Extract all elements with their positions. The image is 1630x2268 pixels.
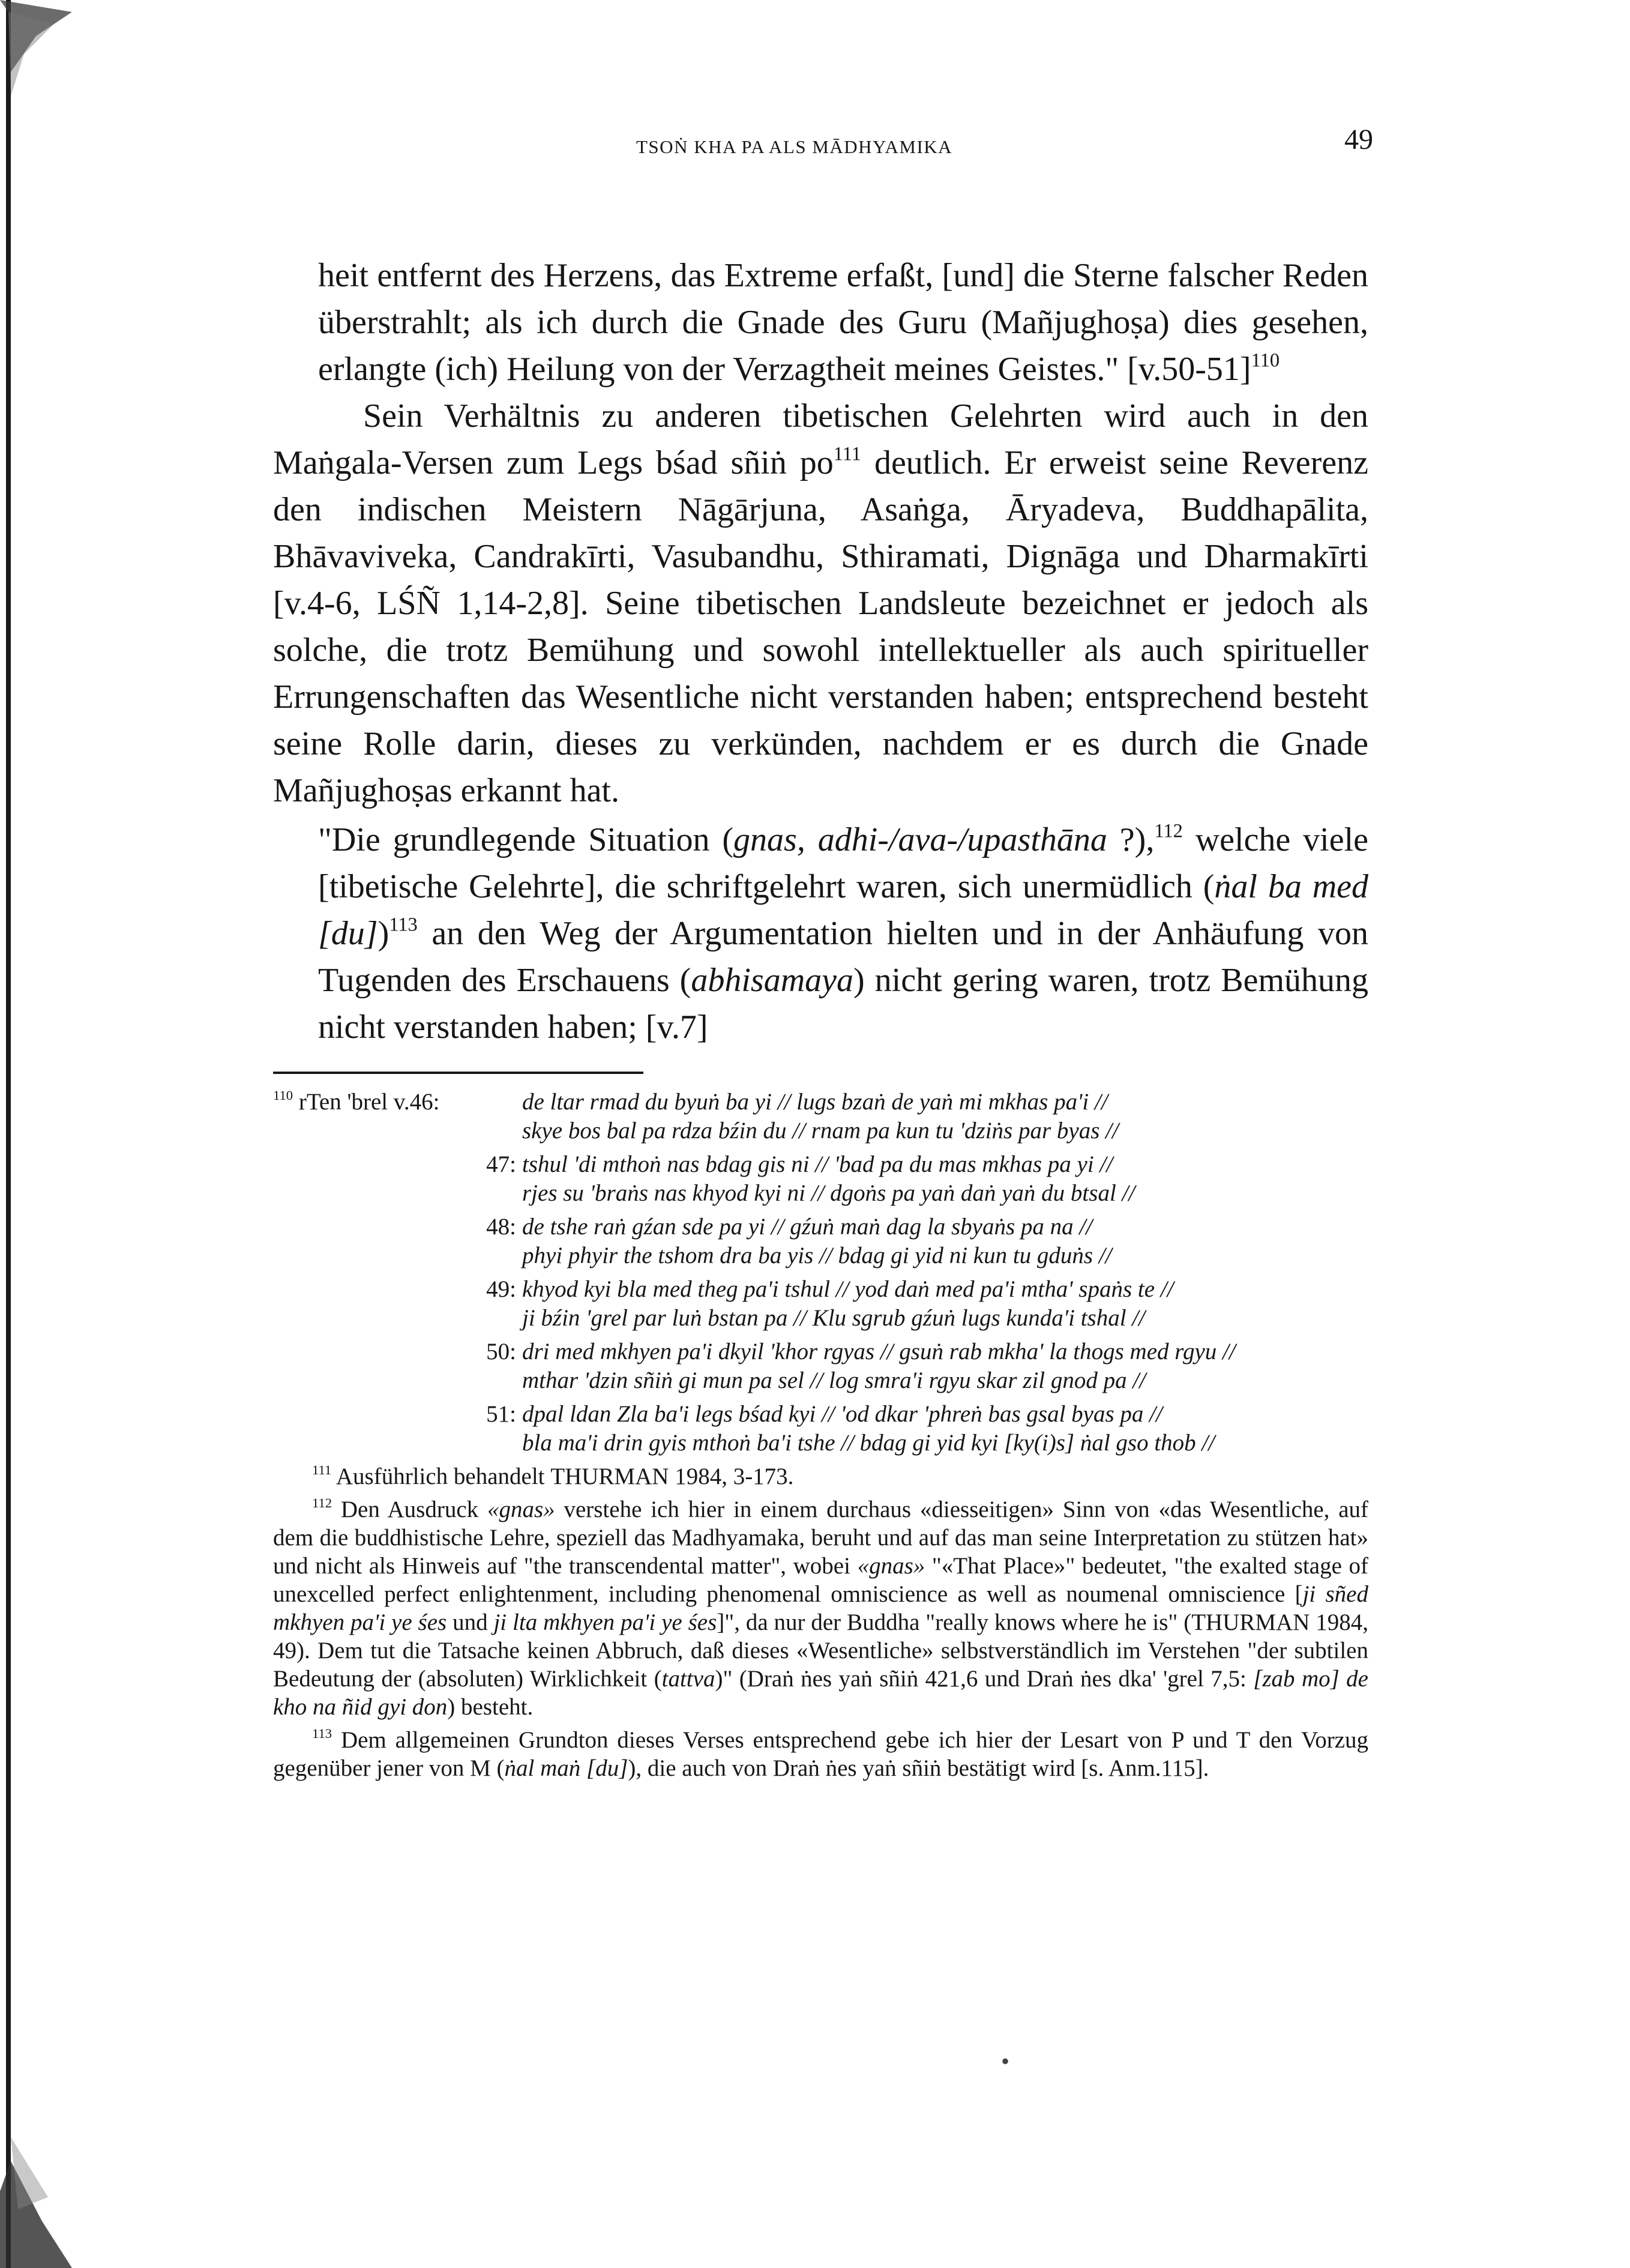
- verse-line: khyod kyi bla med theg pa'i tshul // yod daṅ med pa'i mtha' spaṅs te //: [522, 1276, 1174, 1302]
- verse-line: skye bos bal pa rdza bźin du // rnam pa kun tu 'dziṅs par byas //: [522, 1118, 1119, 1144]
- paragraph-quote-v7: "Die grundlegende Situation (gnas, adhi-/ava-/upasthāna ?),$^{112}$ welche viele [tibetische Gelehrte], die schriftgelehrt waren, sich unermüdlich (ṅal ba med [du])$^{113}$ an den Weg der Argumentation hielten und in der Anhäufung von Tugenden des Erschauens (abhisamaya) nicht gering waren, trotz Bemühung nicht verstanden haben; [v.7]: [318, 820, 1369, 1046]
- footnote-110-label: rTen 'brel v.46:: [298, 1089, 440, 1115]
- verse-number: 50:: [486, 1339, 516, 1365]
- footnote-number: 111: [312, 1462, 332, 1478]
- verse-line: de tshe raṅ gźan sde pa yi // gźuṅ maṅ dag la sbyaṅs pa na //: [522, 1214, 1093, 1240]
- footnote-ref-112: 112: [1154, 820, 1183, 842]
- footnote-ref-113: 113: [389, 914, 418, 936]
- footnote-number: 112: [312, 1495, 332, 1511]
- footnote-111: $^{111}$ Ausführlich behandelt THURMAN 1984, 3-173.: [312, 1462, 794, 1489]
- footnotes: [273, 1085, 1368, 1787]
- footnote-110-verse-48: [273, 1213, 1368, 1270]
- verse-line: dri med mkhyen pa'i dkyil 'khor rgyas // gsuṅ rab mkha' la thogs med rgyu //: [522, 1339, 1236, 1365]
- main-text: [273, 252, 1368, 1051]
- footnote-110-verse-47: [273, 1150, 1368, 1208]
- footnote-number: 113: [312, 1726, 332, 1742]
- verse-line: ji bźin 'grel par luṅ bstan pa // Klu sgrub gźuṅ lugs kunda'i tshal //: [522, 1305, 1145, 1331]
- footnote-110-verse-46: [273, 1088, 1368, 1145]
- footnote-113: $^{113}$ Dem allgemeinen Grundton dieses Verses entsprechend gebe ich hier der Lesart von P und T den Vorzug gegenüber jener von M (ṅal maṅ [du]), die auch von Draṅ ṅes yaṅ sñiṅ bestätigt wird [s. Anm.115].: [273, 1726, 1368, 1781]
- footnote-ref-111: 111: [833, 443, 862, 465]
- verse-line: phyi phyir the tshom dra ba yis // bdag gi yid ni kun tu gduṅs //: [522, 1243, 1112, 1268]
- footnote-divider: [273, 1072, 643, 1074]
- footnote-112: $^{112}$ Den Ausdruck «gnas» verstehe ich hier in einem durchaus «diesseitigen» Sinn von «das Wesentliche, auf dem die buddhistische Lehre, speziell das Madhyamaka, beruht und auf das man seine Interpretation zu stützen hat» und nicht als Hinweis auf "the transcendental matter", wobei «gnas» "«That Place»" bedeutet, "the exalted stage of unexcelled perfect enlightenment, including phenomenal omniscience as well as noumenal omniscience [ji sñed mkhyen pa'i ye śes und ji lta mkhyen pa'i ye śes]", da nur der Buddha "really knows where he is" (THURMAN 1984, 49). Dem tut die Tatsache keinen Abbruch, daß dieses «Wesentliche» selbstverständlich im Verstehen "der subtilen Bedeutung der (absoluten) Wirklichkeit (tattva)" (Draṅ ṅes yaṅ sñiṅ 421,6 und Draṅ ṅes dka' 'grel 7,5: [zab mo] de kho na ñid gyi don) besteht.: [273, 1495, 1369, 1720]
- stray-dot-mark: •: [1001, 2048, 1010, 2075]
- page-number: 49: [1344, 124, 1373, 155]
- binding-shadow: [0, 0, 72, 2268]
- verse-line: de ltar rmad du byuṅ ba yi // lugs bzaṅ de yaṅ mi mkhas pa'i //: [522, 1089, 1108, 1115]
- verse-line: rjes su 'braṅs nas khyod kyi ni // dgoṅs pa yaṅ daṅ yaṅ du btsal //: [522, 1180, 1135, 1206]
- verse-line: dpal ldan Zla ba'i legs bśad kyi // 'od dkar 'phreṅ bas gsal byas pa //: [522, 1401, 1162, 1427]
- verse-number: 48:: [486, 1214, 516, 1240]
- footnote-number: 110: [273, 1088, 293, 1103]
- verse-line: tshul 'di mthoṅ nas bdag gis ni // 'bad pa du mas mkhas pa yi //: [522, 1151, 1113, 1177]
- footnote-110-verse-50: [273, 1338, 1368, 1395]
- verse-number: 49:: [486, 1276, 516, 1302]
- running-title: TSOṄ KHA PA ALS MĀDHYAMIKA: [636, 136, 953, 157]
- footnote-110-verse-51: [273, 1400, 1368, 1458]
- paragraph-relations: Sein Verhältnis zu anderen tibetischen Gelehrten wird auch in den Maṅgala-Versen zum Legs bśad sñiṅ $po^{111}$ deutlich. Er erweist seine Reverenz den indischen Meistern Nāgārjuna, Asaṅga, Āryadeva, Buddhapālita, Bhāvaviveka, Candrakīrti, Vasubandhu, Sthiramati, Dignāga und Dharmakīrti [v.4-6, LŚÑ 1,14-2,8]. Seine tibetischen Landsleute bezeichnet er jedoch als solche, die trotz Bemühung und sowohl intellektueller als auch spiritueller Errungenschaften das Wesentliche nicht verstanden haben; entsprechend besteht seine Rolle darin, dieses zu verkünden, nachdem er es durch die Gnade Mañjughoṣas erkannt hat.: [273, 397, 1368, 809]
- page-header: [0, 123, 1630, 171]
- footnote-110-verse-49: [273, 1275, 1368, 1333]
- footnote-110: [273, 1088, 1368, 1458]
- verse-line: bla ma'i drin gyis mthoṅ ba'i tshe // bdag gi yid kyi [ky(i)s] ṅal gso thob //: [522, 1430, 1215, 1456]
- verse-number: 51:: [486, 1401, 516, 1427]
- footnote-ref-110: 110: [1251, 349, 1280, 372]
- verse-line: mthar 'dzin sñiṅ gi mun pa sel // log smra'i rgyu skar zil gnod pa //: [522, 1368, 1146, 1393]
- paragraph-quote-end: heit entfernt des Herzens, das Extreme erfaßt, [und] die Sterne falscher Reden überstrahlt; als ich durch die Gnade des Guru (Mañjughoṣa) dies gesehen, erlangte (ich) Heilung von der Verzagtheit meines Geistes." $[v.50-51]^{110}$: [318, 257, 1368, 388]
- verse-number: 47:: [486, 1151, 516, 1177]
